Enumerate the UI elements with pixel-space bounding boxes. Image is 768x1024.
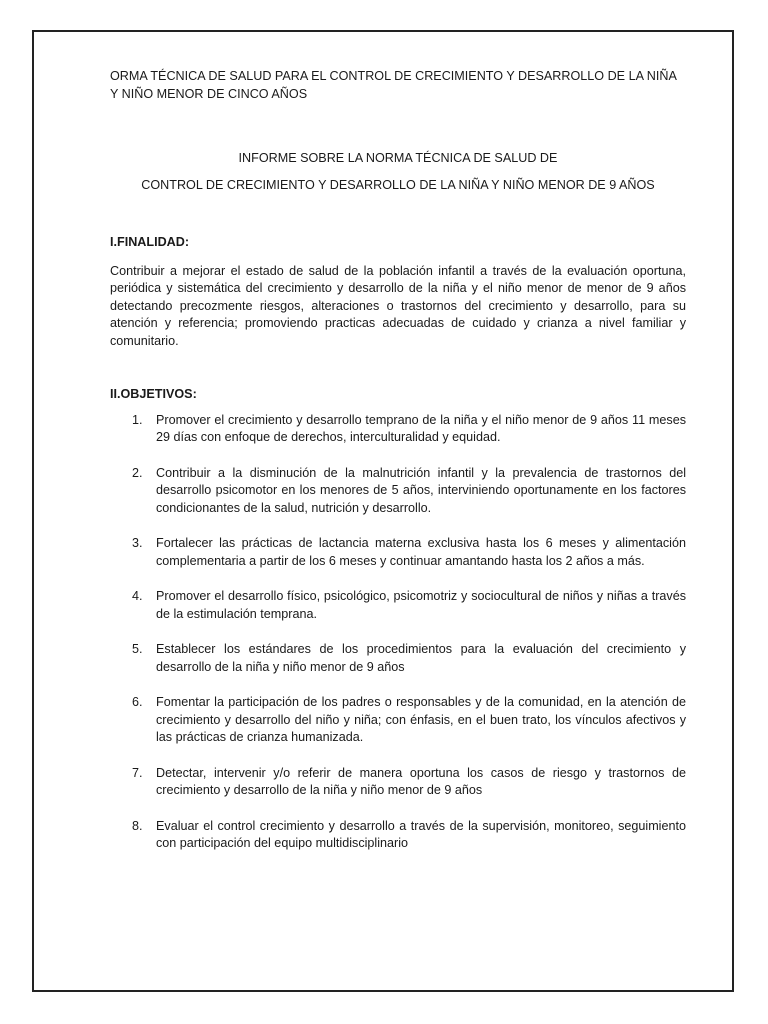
list-item — [110, 412, 686, 447]
list-item — [110, 641, 686, 676]
list-item-number: 2. — [132, 465, 143, 480]
list-item — [110, 818, 686, 853]
list-item-text: Contribuir a la disminución de la malnutrición infantil y la prevalencia de trastornos del desarrollo psicomotor en los menores de 5 años, interviniendo oportunamente en los factores condicionantes de la salud, nutrición y desarrollo. — [156, 465, 686, 515]
objetivos-list — [110, 412, 686, 853]
document-title: ORMA TÉCNICA DE SALUD PARA EL CONTROL DE CRECIMIENTO Y DESARROLLO DE LA NIÑA Y NIÑO MENOR DE CINCO AÑOS — [110, 69, 677, 101]
list-item — [110, 535, 686, 570]
list-item-text: Fortalecer las prácticas de lactancia materna exclusiva hasta los 6 meses y alimentación complementaria a partir de los 6 meses y continuar amantando hasta los 2 años a más. — [156, 536, 686, 568]
list-item-number: 6. — [132, 695, 143, 709]
list-item-text: Evaluar el control crecimiento y desarrollo a través de la supervisión, monitoreo, seguimiento con participación del equipo multidisciplinario — [156, 818, 686, 850]
list-item — [110, 588, 686, 623]
list-item-number: 7. — [132, 765, 143, 780]
list-item-text: Fomentar la participación de los padres o responsables y de la comunidad, en la atención de crecimiento y desarrollo del niño y niña; con énfasis, en el buen trato, los vínculos afectivos y las prácticas de crianza humanizada. — [156, 695, 686, 744]
list-item — [110, 765, 686, 800]
list-item — [110, 694, 686, 747]
list-item-text: Detectar, intervenir y/o referir de manera oportuna los casos de riesgo y trastornos de crecimiento y desarrollo de la niña y niño menor de 9 años — [156, 765, 686, 797]
list-item-text: Promover el desarrollo físico, psicológico, psicomotriz y sociocultural de niños y niñas a través de la estimulación temprana. — [156, 589, 686, 621]
finalidad-paragraph: Contribuir a mejorar el estado de salud de la población infantil a través de la evaluación oportuna, periódica y sistemática del crecimiento y desarrollo de la niña y el niño menor de menor de 9 años detectando precozmente riesgos, alteraciones o trastornos del crecimiento y desarrollo, para su atención y referencia; promoviendo practicas adecuadas de cuidado y crianza a nivel familiar y comunitario. — [110, 263, 686, 348]
list-item-text: Establecer los estándares de los procedimientos para la evaluación del crecimiento y desarrollo de la niña y niño menor de 9 años — [156, 642, 686, 674]
list-item-text: Promover el crecimiento y desarrollo temprano de la niña y el niño menor de 9 años 11 meses 29 días con enfoque de derechos, interculturalidad y equidad. — [156, 412, 686, 444]
list-item-number: 8. — [132, 818, 143, 833]
list-item-number: 5. — [132, 642, 143, 656]
report-heading — [110, 150, 686, 194]
finalidad-heading: I.FINALIDAD: — [110, 235, 190, 249]
list-item-number: 3. — [132, 536, 143, 550]
list-item-number: 1. — [132, 412, 143, 427]
objetivos-heading: II.OBJETIVOS: — [110, 387, 197, 401]
document-body — [110, 68, 686, 871]
report-heading-line-2: CONTROL DE CRECIMIENTO Y DESARROLLO DE LA NIÑA Y NIÑO MENOR DE 9 AÑOS — [141, 177, 655, 192]
list-item-number: 4. — [132, 589, 143, 603]
report-heading-line-1: INFORME SOBRE LA NORMA TÉCNICA DE SALUD DE — [238, 151, 558, 165]
list-item — [110, 465, 686, 518]
